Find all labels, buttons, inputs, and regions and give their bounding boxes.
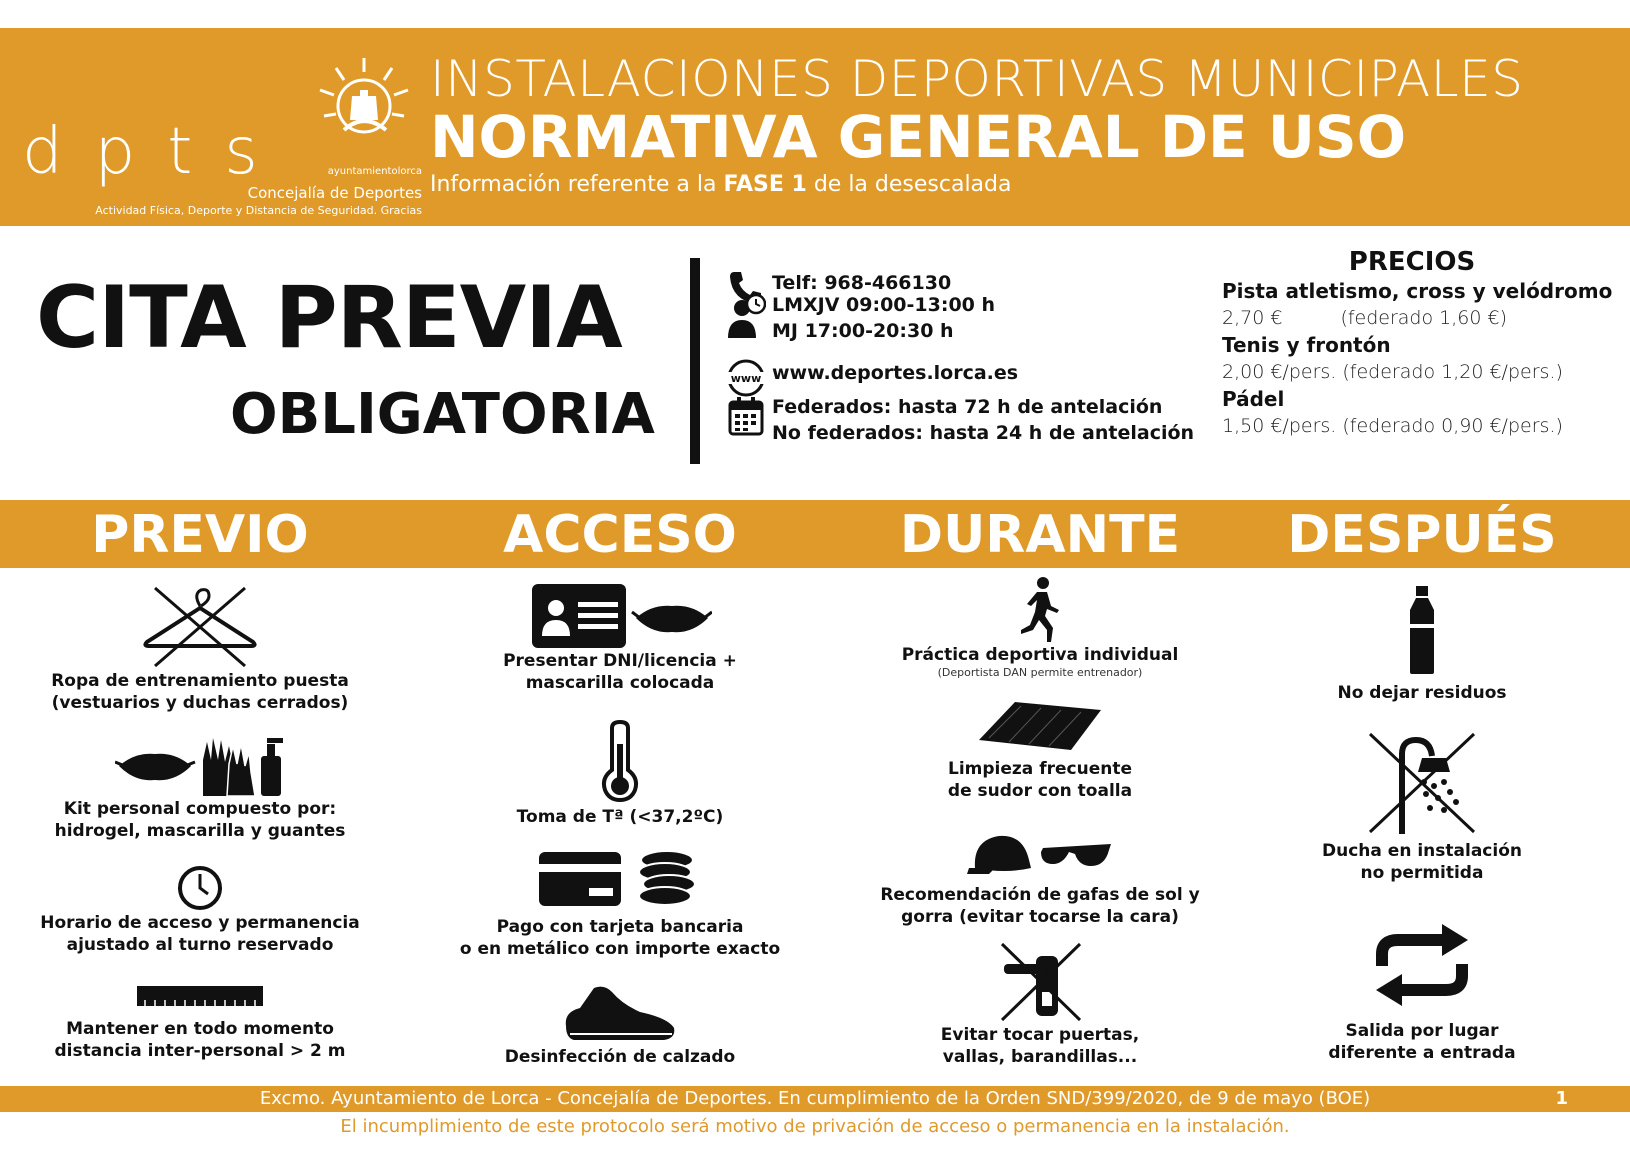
- list-item: [420, 982, 820, 1068]
- item-line2: o en metálico con importe exacto: [459, 939, 781, 959]
- item-line2: de sudor con toalla: [947, 781, 1133, 801]
- no-federados-text: No federados: hasta 24 h de antelación: [772, 422, 1195, 444]
- phase-acceso: ACCESO: [503, 505, 737, 565]
- loop-arrows-icon: [1372, 920, 1472, 1010]
- id-card-mask-icon: [528, 582, 712, 650]
- hours-line1: LMXJV 09:00-13:00 h: [772, 294, 996, 316]
- item-line2: mascarilla colocada: [525, 673, 715, 693]
- item-line1: Limpieza frecuente: [948, 759, 1132, 779]
- list-item: [840, 942, 1240, 1068]
- list-item: [420, 846, 820, 960]
- price-category: Pádel: [1222, 387, 1285, 411]
- item-line1: Ropa de entrenamiento puesta: [51, 671, 349, 691]
- list-item: [1222, 730, 1622, 884]
- dpts-logo: [22, 50, 422, 220]
- list-item: [420, 720, 820, 828]
- list-item: [840, 828, 1240, 928]
- item-line1: Pago con tarjeta bancaria: [496, 917, 744, 937]
- runner-icon: [1015, 576, 1065, 644]
- item-note: (Deportista DAN permite entrenador): [937, 666, 1143, 679]
- logo-brand: ayuntamientolorca: [327, 166, 422, 177]
- price-federado: (federado 1,20 €/pers.): [1342, 361, 1563, 383]
- shoe-icon: [560, 982, 680, 1044]
- logo-letters: dpts: [22, 115, 290, 189]
- list-item: [0, 584, 400, 714]
- price-value: [1222, 304, 1622, 332]
- header-subtitle: [430, 170, 1011, 200]
- item-line1: No dejar residuos: [1337, 683, 1507, 703]
- price-federado: (federado 1,60 €): [1340, 307, 1508, 329]
- header-title-line1: INSTALACIONES DEPORTIVAS MUNICIPALES: [430, 50, 1524, 108]
- obligatoria-title: OBLIGATORIA: [230, 382, 655, 447]
- calendar-icon: [726, 394, 766, 438]
- price-category: Tenis y frontón: [1222, 333, 1391, 357]
- logo-tagline: Actividad Física, Deporte y Distancia de Seguridad. Gracias: [95, 204, 422, 217]
- item-line1: Toma de Tª (<37,2ºC): [516, 807, 724, 827]
- prices-panel: [1222, 246, 1622, 440]
- hours-line2: MJ 17:00-20:30 h: [772, 320, 954, 342]
- sun-emblem-icon: [314, 50, 414, 150]
- federados-text: Federados: hasta 72 h de antelación: [772, 396, 1163, 418]
- header-title-line2: NORMATIVA GENERAL DE USO: [430, 103, 1407, 171]
- list-item: [0, 732, 400, 842]
- list-item: [0, 984, 400, 1062]
- thermometer-icon: [595, 720, 645, 802]
- item-line2: (vestuarios y duchas cerrados): [51, 693, 349, 713]
- www-icon: [726, 358, 766, 398]
- list-item: [1222, 584, 1622, 704]
- hours-texts: [766, 292, 995, 344]
- item-line2: vallas, barandillas...: [942, 1047, 1138, 1067]
- list-item: [1222, 920, 1622, 1064]
- price-category: Pista atletismo, cross y velódromo: [1222, 279, 1613, 303]
- item-line2: no permitida: [1360, 863, 1484, 883]
- footer-band: [0, 1086, 1630, 1112]
- cap-sunglasses-icon: [965, 828, 1115, 876]
- cita-previa-title: CITA PREVIA: [36, 268, 622, 368]
- phase-previo: PREVIO: [91, 505, 309, 565]
- phase-despues: DESPUÉS: [1287, 505, 1557, 565]
- column-acceso: [420, 572, 820, 1082]
- booking-row: [726, 394, 1194, 446]
- clock-icon: [176, 864, 224, 912]
- web-row: [726, 358, 1018, 398]
- phone-text: Telf: 968-466130: [772, 272, 952, 294]
- item-line2: gorra (evitar tocarse la cara): [901, 907, 1179, 927]
- footer-text: Excmo. Ayuntamiento de Lorca - Concejalía de Deportes. En cumplimiento de la Orden SND/399/2020, de 9 de mayo (BOE): [259, 1088, 1371, 1109]
- price-amount: 1,50 €/pers.: [1222, 415, 1337, 437]
- subtitle-after: de la desescalada: [806, 172, 1012, 197]
- phase-durante: DURANTE: [899, 505, 1181, 565]
- crossed-hanger-icon: [135, 584, 265, 670]
- list-item: [420, 582, 820, 694]
- item-line1: Práctica deportiva individual: [901, 645, 1179, 665]
- vertical-divider: [690, 258, 700, 464]
- booking-texts: [766, 394, 1194, 446]
- column-durante: [840, 572, 1240, 1082]
- item-line1: Desinfección de calzado: [504, 1047, 736, 1067]
- crossed-door-handle-icon: [990, 942, 1090, 1022]
- price-value: [1222, 412, 1622, 440]
- header-band: [0, 28, 1630, 226]
- item-line1: Recomendación de gafas de sol y: [880, 885, 1200, 905]
- subtitle-phase: FASE 1: [723, 172, 807, 197]
- item-line2: diferente a entrada: [1328, 1043, 1516, 1063]
- item-line1: Mantener en todo momento: [66, 1019, 334, 1039]
- column-despues: [1222, 572, 1622, 1082]
- item-line1: Kit personal compuesto por:: [63, 799, 337, 819]
- mask-gloves-gel-icon: [115, 732, 285, 798]
- item-line1: Salida por lugar: [1345, 1021, 1499, 1041]
- price-value: [1222, 358, 1622, 386]
- list-item: [840, 576, 1240, 680]
- ruler-icon: [135, 984, 265, 1014]
- item-line1: Ducha en instalación: [1322, 841, 1522, 861]
- column-previo: [0, 572, 400, 1082]
- hours-row: [726, 292, 995, 344]
- web-text: www.deportes.lorca.es: [772, 362, 1019, 384]
- price-amount: 2,70 €: [1222, 307, 1283, 329]
- list-item: [0, 864, 400, 956]
- item-line1: Horario de acceso y permanencia: [40, 913, 360, 933]
- footer-warning: El incumplimiento de este protocolo será motivo de privación de acceso o permanencia en la instalación.: [340, 1116, 1290, 1137]
- page-number: 1: [1555, 1088, 1568, 1109]
- person-clock-icon: [726, 292, 766, 342]
- svg-text:www: www: [730, 372, 762, 385]
- logo-subtitle: Concejalía de Deportes: [247, 184, 422, 202]
- crossed-shower-icon: [1366, 730, 1478, 836]
- item-line2: hidrogel, mascarilla y guantes: [54, 821, 346, 841]
- towel-icon: [975, 700, 1105, 752]
- bottle-icon: [1402, 584, 1442, 676]
- item-line1: Evitar tocar puertas,: [940, 1025, 1140, 1045]
- price-amount: 2,00 €/pers.: [1222, 361, 1337, 383]
- item-line2: distancia inter-personal > 2 m: [54, 1041, 346, 1061]
- card-coins-icon: [535, 846, 705, 912]
- prices-title: PRECIOS: [1348, 247, 1476, 277]
- list-item: [840, 700, 1240, 802]
- subtitle-before: Información referente a la: [430, 172, 724, 197]
- phases-band: [0, 500, 1630, 568]
- price-federado: (federado 0,90 €/pers.): [1342, 415, 1563, 437]
- item-line2: ajustado al turno reservado: [66, 935, 334, 955]
- item-line1: Presentar DNI/licencia +: [503, 651, 737, 671]
